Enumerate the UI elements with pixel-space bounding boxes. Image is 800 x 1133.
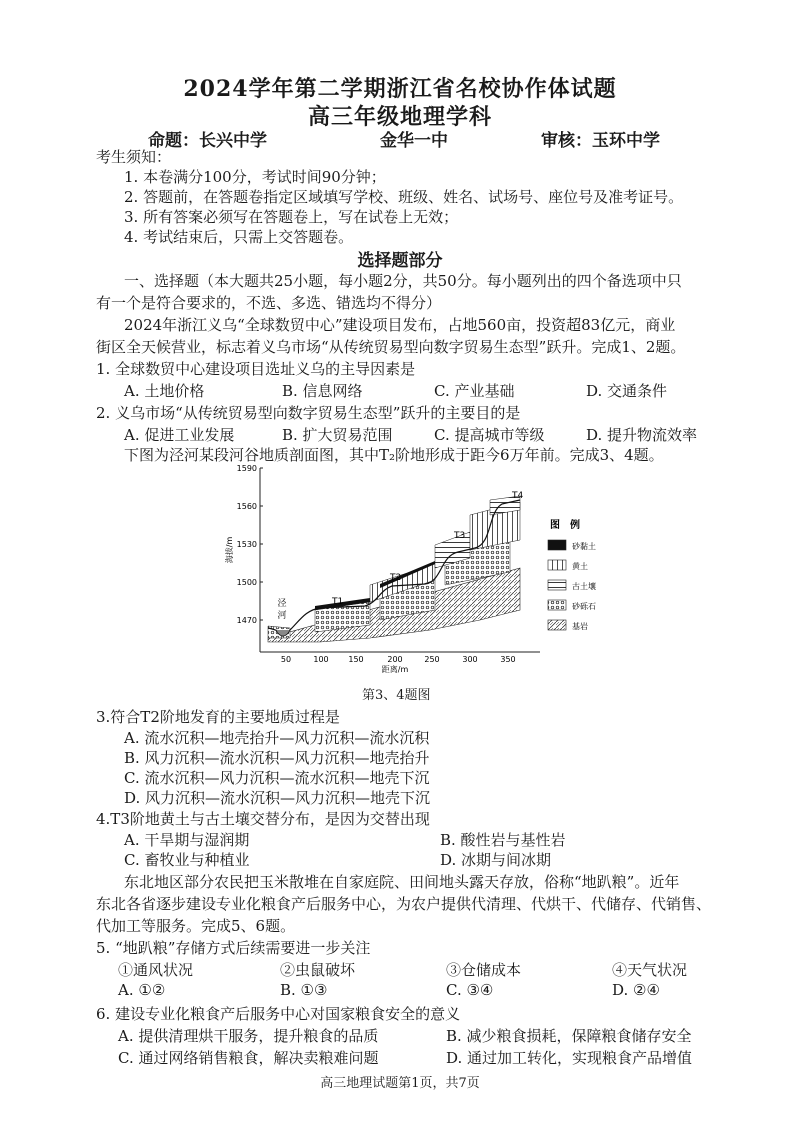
q6-option-c: C. 通过网络销售粮食，解决卖粮难问题 — [118, 1049, 379, 1067]
q2-option-a: A. 促进工业发展 — [124, 426, 235, 444]
terrace-label-t3: T3 — [454, 531, 466, 541]
q4-option-c: C. 畜牧业与种植业 — [124, 851, 250, 869]
q2-option-d: D. 提升物流效率 — [586, 426, 698, 444]
q5-statement-4: ④天气状况 — [612, 961, 688, 979]
terrace-label-t1: T1 — [332, 597, 344, 607]
q5-option-b: B. ①③ — [280, 981, 328, 999]
legend-label: 黄土 — [572, 562, 588, 571]
y-axis-label: 海拔/m — [225, 536, 234, 564]
question-2-stem: 2. 义乌市场“从传统贸易型向数字贸易生态型”跃升的主要目的是 — [96, 404, 521, 422]
terrace-label-t4: T4 — [512, 491, 524, 501]
exam-title: 2024学年第二学期浙江省名校协作体试题 — [183, 76, 617, 102]
legend — [548, 518, 596, 631]
q5-statement-1: ①通风状况 — [118, 961, 194, 979]
question-6-stem: 6. 建设专业化粮食产后服务中心对国家粮食安全的意义 — [96, 1005, 461, 1023]
question-3-stem: 3.符合T2阶地发育的主要地质过程是 — [96, 708, 340, 726]
q4-option-b: B. 酸性岩与基性岩 — [440, 831, 566, 849]
legend-label: 砂砾石 — [572, 602, 596, 611]
legend-label: 砂黏土 — [572, 542, 596, 551]
x-tick-label: 150 — [348, 655, 364, 664]
x-tick-label: 50 — [280, 655, 292, 664]
notice-item: 4. 考试结束后，只需上交答题卷。 — [124, 228, 354, 246]
q1-option-b: B. 信息网络 — [282, 382, 363, 400]
x-ticks — [281, 655, 516, 664]
q6-option-a: A. 提供清理烘干服务，提升粮食的品质 — [118, 1027, 379, 1045]
passage-3-line: 东北地区部分农民把玉米散堆在自家庭院、田间地头露天存放，俗称“地趴粮”。近年 — [124, 873, 680, 891]
terrace-label-t2: T2 — [390, 573, 402, 583]
legend-title: 图 例 — [550, 520, 580, 531]
passage-2: 下图为泾河某段河谷地质剖面图，其中T₂阶地形成于距今6万年前。完成3、4题。 — [124, 446, 664, 464]
q4-option-a: A. 干旱期与湿润期 — [124, 831, 250, 849]
q1-option-c: C. 产业基础 — [434, 382, 515, 400]
notice-heading: 考生须知： — [96, 148, 172, 166]
q3-option-c: C. 流水沉积—风力沉积—流水沉积—地壳下沉 — [124, 769, 430, 787]
q3-option-a: A. 流水沉积—地壳抬升—风力沉积—流水沉积 — [124, 729, 430, 747]
legend-swatch-paleosol — [548, 580, 566, 590]
section-instructions: 一、选择题（本大题共25小题，每小题2分，共50分。每小题列出的四个备选项中只 — [124, 272, 682, 290]
notice-item: 1. 本卷满分100分，考试时间90分钟； — [124, 168, 386, 186]
reviewer: 审核：玉环中学 — [541, 131, 660, 151]
x-tick-label: 200 — [387, 655, 403, 664]
q3-option-d: D. 风力沉积—流水沉积—风力沉积—地壳下沉 — [124, 789, 431, 807]
y-tick-label: 1530 — [236, 540, 257, 549]
q5-option-a: A. ①② — [118, 981, 166, 999]
x-tick-label: 300 — [462, 655, 478, 664]
q3-option-b: B. 风力沉积—流水沉积—风力沉积—地壳抬升 — [124, 749, 430, 767]
author-2: 金华一中 — [380, 131, 448, 151]
y-tick-label: 1560 — [236, 502, 257, 511]
geologic-section-figure — [220, 460, 620, 685]
y-tick-label: 1500 — [236, 578, 257, 587]
x-tick-label: 100 — [313, 655, 329, 664]
section-instructions-cont: 有一个是符合要求的，不选、多选、错选均不得分） — [96, 294, 442, 312]
question-5-stem: 5. “地趴粮”存储方式后续需要进一步关注 — [96, 939, 371, 957]
river-label: 河 — [277, 611, 287, 621]
legend-swatch-bedrock — [548, 620, 566, 630]
q5-statement-2: ②虫鼠破坏 — [280, 961, 356, 979]
legend-label: 古土壤 — [572, 582, 596, 591]
river-label: 泾 — [277, 599, 287, 609]
x-axis-label: 距离/m — [381, 665, 409, 674]
figure-caption: 第3、4题图 — [362, 688, 431, 703]
passage-3-line: 代加工等服务。完成5、6题。 — [96, 917, 296, 935]
legend-swatch-sandy-clay — [548, 540, 566, 550]
q5-option-c: C. ③④ — [446, 981, 494, 999]
page-footer: 高三地理试题第1页，共7页 — [320, 1076, 480, 1091]
q4-option-d: D. 冰期与间冰期 — [440, 851, 552, 869]
section-title: 选择题部分 — [357, 251, 443, 271]
exam-subtitle: 高三年级地理学科 — [307, 104, 492, 130]
q6-option-d: D. 通过加工转化，实现粮食产品增值 — [446, 1049, 693, 1067]
question-4-stem: 4.T3阶地黄土与古土壤交替分布，是因为交替出现 — [96, 810, 430, 828]
legend-swatch-loess — [548, 560, 566, 570]
y-tick-label: 1470 — [236, 616, 257, 625]
passage-1-line: 街区全天候营业，标志着义乌市场“从传统贸易型向数字贸易生态型”跃升。完成1、2题。 — [96, 338, 686, 356]
y-tick-label: 1590 — [236, 464, 257, 473]
author-1: 命题：长兴中学 — [148, 131, 267, 151]
passage-3-line: 东北各省逐步建设专业化粮食产后服务中心，为农户提供代清理、代烘干、代储存、代销售、 — [96, 895, 712, 913]
notice-item: 2. 答题前，在答题卷指定区域填写学校、班级、姓名、试场号、座位号及准考证号。 — [124, 188, 684, 206]
q5-option-d: D. ②④ — [612, 981, 660, 999]
x-tick-label: 350 — [500, 655, 516, 664]
x-tick-label: 250 — [424, 655, 440, 664]
legend-swatch-gravel — [548, 600, 566, 610]
q2-option-c: C. 提高城市等级 — [434, 426, 545, 444]
notice-item: 3. 所有答案必须写在答题卷上，写在试卷上无效； — [124, 208, 459, 226]
q5-statement-3: ③仓储成本 — [446, 961, 522, 979]
legend-label: 基岩 — [572, 622, 588, 631]
y-ticks — [237, 464, 263, 625]
q1-option-a: A. 土地价格 — [124, 382, 205, 400]
passage-1-line: 2024年浙江义乌“全球数贸中心”建设项目发布，占地560亩，投资超83亿元，商业 — [124, 316, 676, 334]
q2-option-b: B. 扩大贸易范围 — [282, 426, 393, 444]
q6-option-b: B. 减少粮食损耗，保障粮食储存安全 — [446, 1027, 692, 1045]
question-1-stem: 1. 全球数贸中心建设项目选址义乌的主导因素是 — [96, 360, 416, 378]
q1-option-d: D. 交通条件 — [586, 382, 668, 400]
